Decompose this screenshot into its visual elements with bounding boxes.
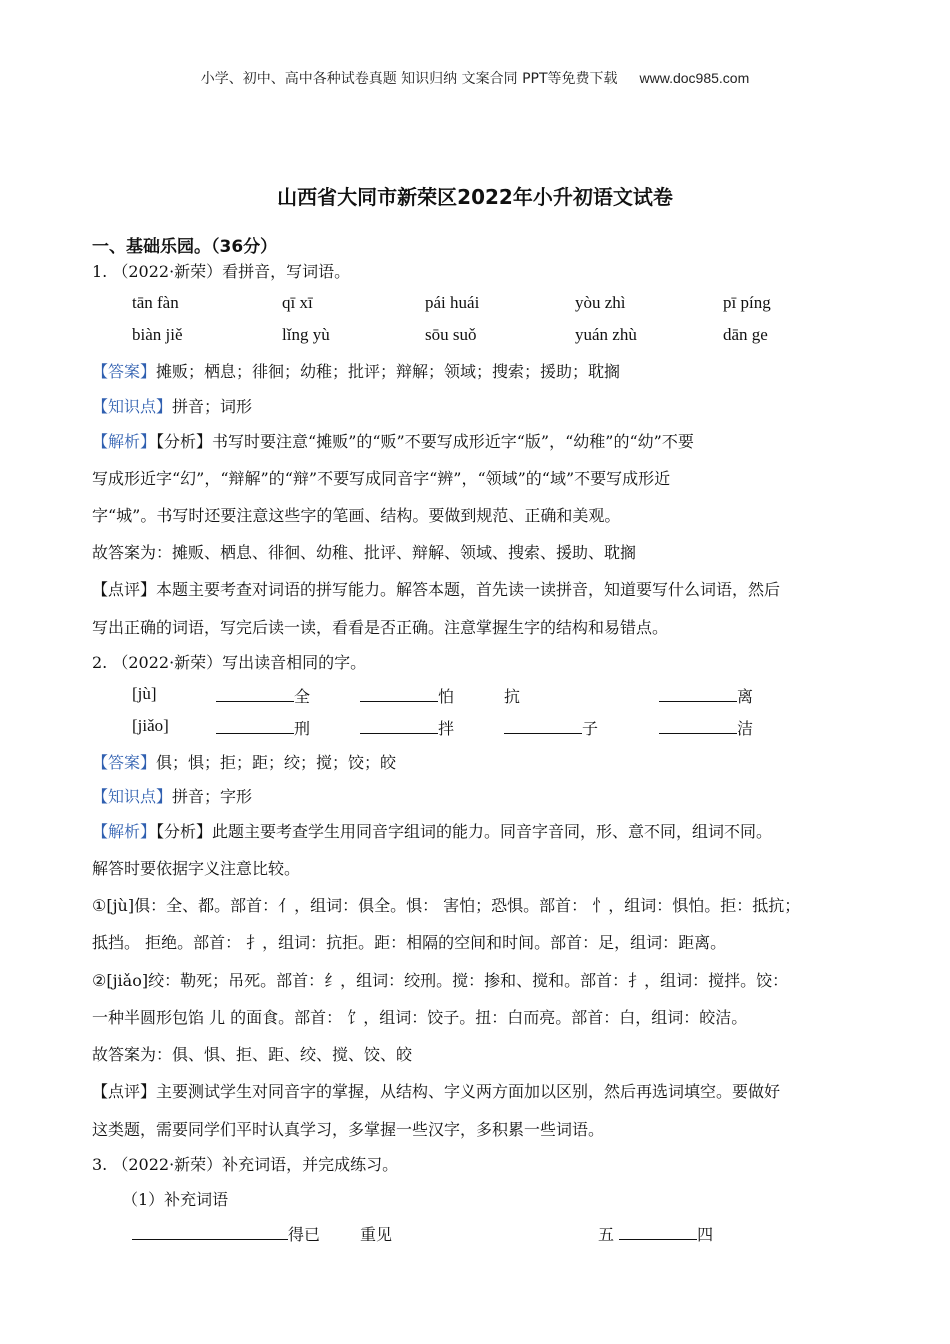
q2-detail: ①[jù]俱：全、都。部首：亻，组词：俱全。惧： 害怕；恐惧。部首： 忄，组词：惧怕。拒：抵抗； — [92, 896, 801, 915]
blank-group: 子 — [504, 716, 598, 739]
q2-answer: 【答案】俱；惧；拒；距；绞；搅；饺；皎 — [92, 753, 397, 772]
blank-group: 怕 — [360, 684, 454, 707]
pinyin: biàn jiě — [132, 325, 183, 344]
page-header — [0, 68, 950, 88]
q2-analysis: 【解析】【分析】此题主要考查学生用同音字组词的能力。同音字音同，形、意不同，组词不同。 — [92, 822, 773, 841]
blank-group: 离 — [659, 684, 753, 707]
blank-group: 五 四 — [598, 1225, 714, 1244]
fill-blank[interactable] — [216, 719, 294, 734]
q1-final-answer: 故答案为：摊贩、栖息、徘徊、幼稚、批评、辩解、领域、搜索、援助、耽搁 — [92, 543, 637, 562]
analysis-tag: 【解析】 — [92, 432, 157, 451]
page-title: 山西省大同市新荣区2022年小升初语文试卷 — [277, 185, 673, 209]
pinyin: sōu suǒ — [425, 325, 477, 344]
blank-group: 全 — [216, 684, 310, 707]
pinyin: pái huái — [425, 293, 480, 312]
q1-answer: 【答案】摊贩；栖息；徘徊；幼稚；批评；辩解；领域；搜索；援助；耽搁 — [92, 362, 621, 381]
fill-blank[interactable] — [360, 687, 438, 702]
q1-analysis: 【解析】【分析】书写时要注意“摊贩”的“贩”不要写成形近字“版”，“幼稚”的“幼”不要 — [92, 432, 694, 451]
word-char: 抗 — [504, 687, 521, 706]
blank-group: 洁 — [659, 716, 753, 739]
fill-blank[interactable] — [659, 687, 737, 702]
q2-detail: ②[jiǎo]绞：勒死；吊死。部首：纟，组词：绞刑。搅：掺和、搅和。部首：扌，组词：搅拌。饺： — [92, 971, 789, 990]
header-site[interactable]: www.doc985.com — [639, 70, 750, 86]
q2-knowledge: 【知识点】拼音；字形 — [92, 787, 253, 806]
knowledge-tag: 【知识点】 — [92, 787, 173, 806]
sound-label: [jù] — [132, 684, 157, 703]
q1-analysis-line3: 字“城”。书写时还要注意这些字的笔画、结构。要做到规范、正确和美观。 — [92, 506, 621, 525]
q1-stem: 1. （2022·新荣）看拼音，写词语。 — [92, 262, 351, 281]
blank-group: 得已 — [132, 1222, 320, 1245]
blank-group: 拌 — [360, 716, 454, 739]
q1-analysis-line2: 写成形近字“幻”，“辩解”的“辩”不要写成同音字“辨”，“领域”的“域”不要写成形近 — [92, 469, 671, 488]
q2-comment-line2: 这类题，需要同学们平时认真学习，多掌握一些汉字，多积累一些词语。 — [92, 1120, 605, 1139]
analysis-tag: 【解析】 — [92, 822, 157, 841]
q3-subquestion: （1）补充词语 — [122, 1190, 229, 1209]
q1-comment: 【点评】本题主要考查对词语的拼写能力。解答本题，首先读一读拼音，知道要写什么词语，然后 — [92, 580, 781, 599]
fill-blank[interactable] — [132, 1225, 288, 1240]
fill-blank[interactable] — [619, 1225, 697, 1240]
section-heading: 一、基础乐园。（36分） — [92, 237, 278, 257]
q1-comment-line2: 写出正确的词语，写完后读一读，看看是否正确。注意掌握生字的结构和易错点。 — [92, 618, 669, 637]
q2-final-answer: 故答案为：俱、惧、拒、距、绞、搅、饺、皎 — [92, 1045, 413, 1064]
q2-detail: 抵挡。 拒绝。部首： 扌，组词：抗拒。距：相隔的空间和时间。部首：足，组词：距离。 — [92, 933, 727, 952]
pinyin: yòu zhì — [575, 293, 626, 312]
pinyin: tān fàn — [132, 293, 179, 312]
sound-label: [jiǎo] — [132, 716, 169, 735]
word-fragment: 重见 — [360, 1225, 393, 1244]
fill-blank[interactable] — [360, 719, 438, 734]
pinyin: pī píng — [723, 293, 771, 312]
answer-tag: 【答案】 — [92, 362, 157, 381]
fill-blank[interactable] — [216, 687, 294, 702]
answer-tag: 【答案】 — [92, 753, 157, 772]
fill-blank[interactable] — [504, 719, 582, 734]
header-text: 小学、初中、高中各种试卷真题 知识归纳 文案合同 PPT等免费下载 — [200, 71, 618, 87]
q2-detail: 一种半圆形包馅 儿 的面食。部首： 饣，组词：饺子。扭：白而亮。部首：白，组词：皎洁。 — [92, 1008, 748, 1027]
pinyin: lǐng yù — [282, 325, 330, 344]
q2-stem: 2. （2022·新荣）写出读音相同的字。 — [92, 653, 367, 672]
pinyin: qī xī — [282, 293, 313, 312]
q2-comment: 【点评】主要测试学生对同音字的掌握，从结构、字义两方面加以区别，然后再选词填空。要做好 — [92, 1082, 781, 1101]
q3-stem: 3. （2022·新荣）补充词语，并完成练习。 — [92, 1155, 399, 1174]
q1-knowledge: 【知识点】拼音；词形 — [92, 397, 253, 416]
pinyin: yuán zhù — [575, 325, 637, 344]
blank-group: 刑 — [216, 716, 310, 739]
knowledge-tag: 【知识点】 — [92, 397, 173, 416]
pinyin: dān ge — [723, 325, 768, 344]
fill-blank[interactable] — [659, 719, 737, 734]
q2-analysis-line2: 解答时要依据字义注意比较。 — [92, 859, 301, 878]
